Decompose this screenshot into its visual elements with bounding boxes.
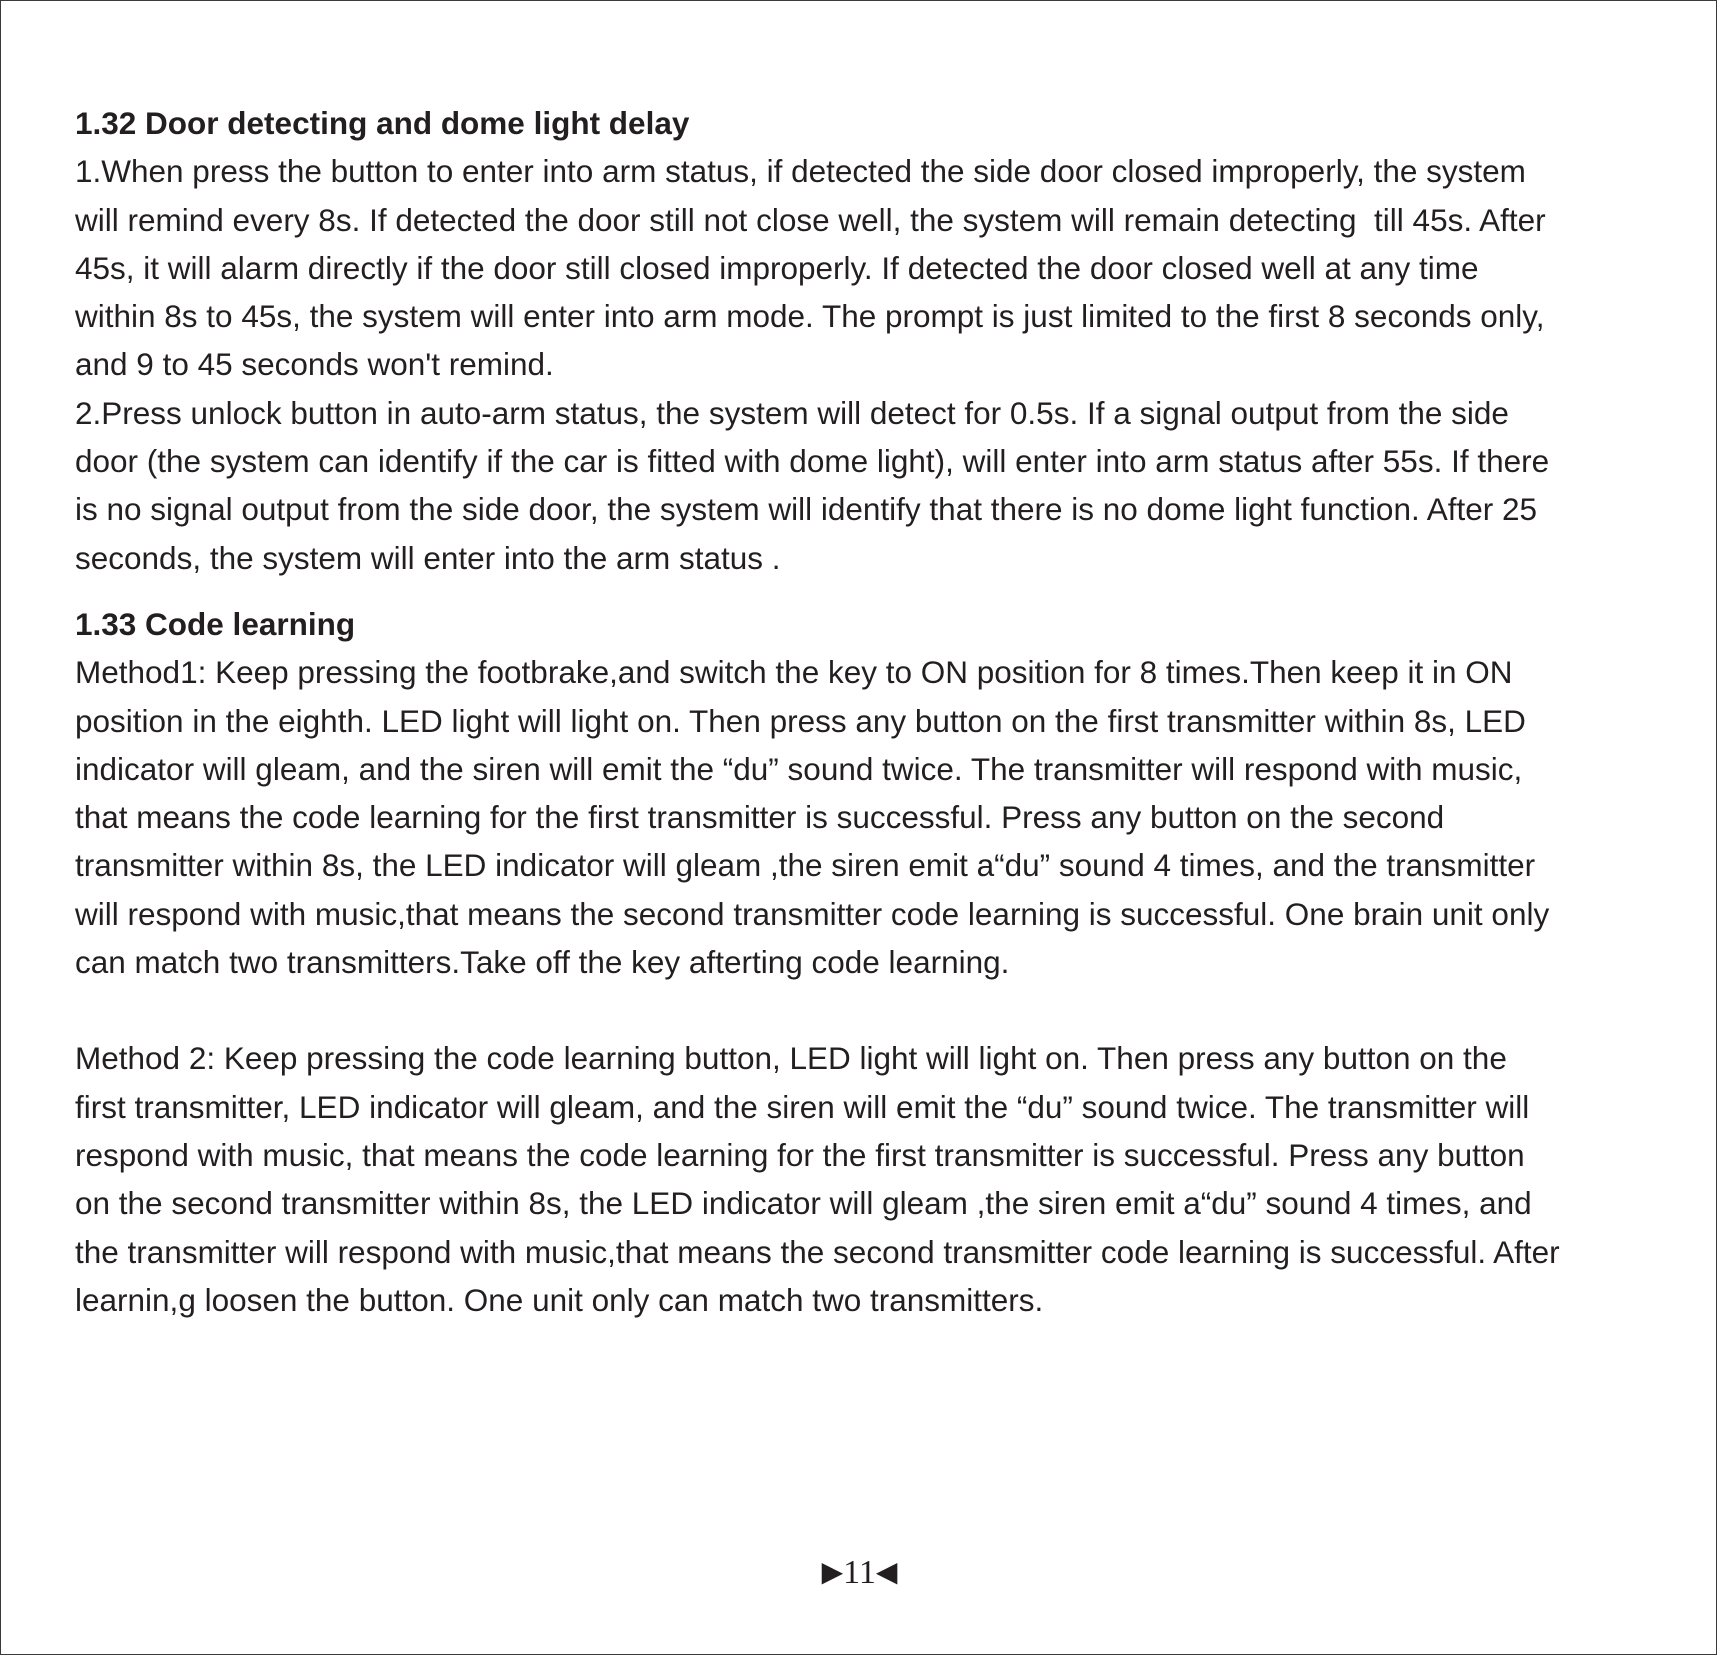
page-number: 11 (843, 1554, 876, 1591)
section-1-33-method-1: Method1: Keep pressing the footbrake,and switch the key to ON position for 8 times.Then keep it in ON position in the eighth. LED light will light on. Then press any button on the first transmitter within 8s, LED indicator will gleam, and the siren will emit the “du” sound twice. The transmitter will respond with music, that means the code learning for the first transmitter is successful. Press any button on the second transmitter within 8s, the LED indicator will gleam ,the siren emit a“du” sound 4 times, and the transmitter will respond with music,that means the second transmitter code learning is successful. One brain unit only can match two transmitters.Take off the key afterting code learning. (75, 654, 1550, 981)
section-1-32-paragraph-1: 1.When press the button to enter into arm status, if detected the side door closed improperly, the system will remind every 8s. If detected the door still not close well, the system will remain detecting till 45s. After 45s, it will alarm directly if the door still closed improperly. If detected the door closed well at any time within 8s to 45s, the system will enter into arm mode. The prompt is just limited to the first 8 seconds only, and 9 to 45 seconds won't remind. (75, 153, 1546, 383)
page-number-footer (1, 1553, 1717, 1593)
page-content (75, 99, 1655, 1324)
section-spacer (75, 582, 1655, 600)
left-pointing-triangle-icon: ◀ (875, 1557, 898, 1588)
paragraph-spacer (75, 986, 1655, 1034)
section-heading-1-33: 1.33 Code learning (75, 605, 356, 642)
section-1-33-method-2: Method 2: Keep pressing the code learning button, LED light will light on. Then press any button on the first transmitter, LED indicator will gleam, and the siren will emit the “du” sound twice. The transmitter will respond with music, that means the code learning for the first transmitter is successful. Press any button on the second transmitter within 8s, the LED indicator will gleam ,the siren emit a“du” sound 4 times, and the transmitter will respond with music,that means the second transmitter code learning is successful. After learnin,g loosen the button. One unit only can match two transmitters. (75, 1040, 1560, 1318)
right-pointing-triangle-icon: ▶ (821, 1557, 844, 1588)
section-1-32-paragraph-2: 2.Press unlock button in auto-arm status, the system will detect for 0.5s. If a signal output from the side door (the system can identify if the car is fitted with dome light), will enter into arm status after 55s. If there is no signal output from the side door, the system will identify that there is no dome light function. After 25 seconds, the system will enter into the arm status . (75, 394, 1550, 576)
section-heading-1-32: 1.32 Door detecting and dome light delay (75, 105, 690, 141)
